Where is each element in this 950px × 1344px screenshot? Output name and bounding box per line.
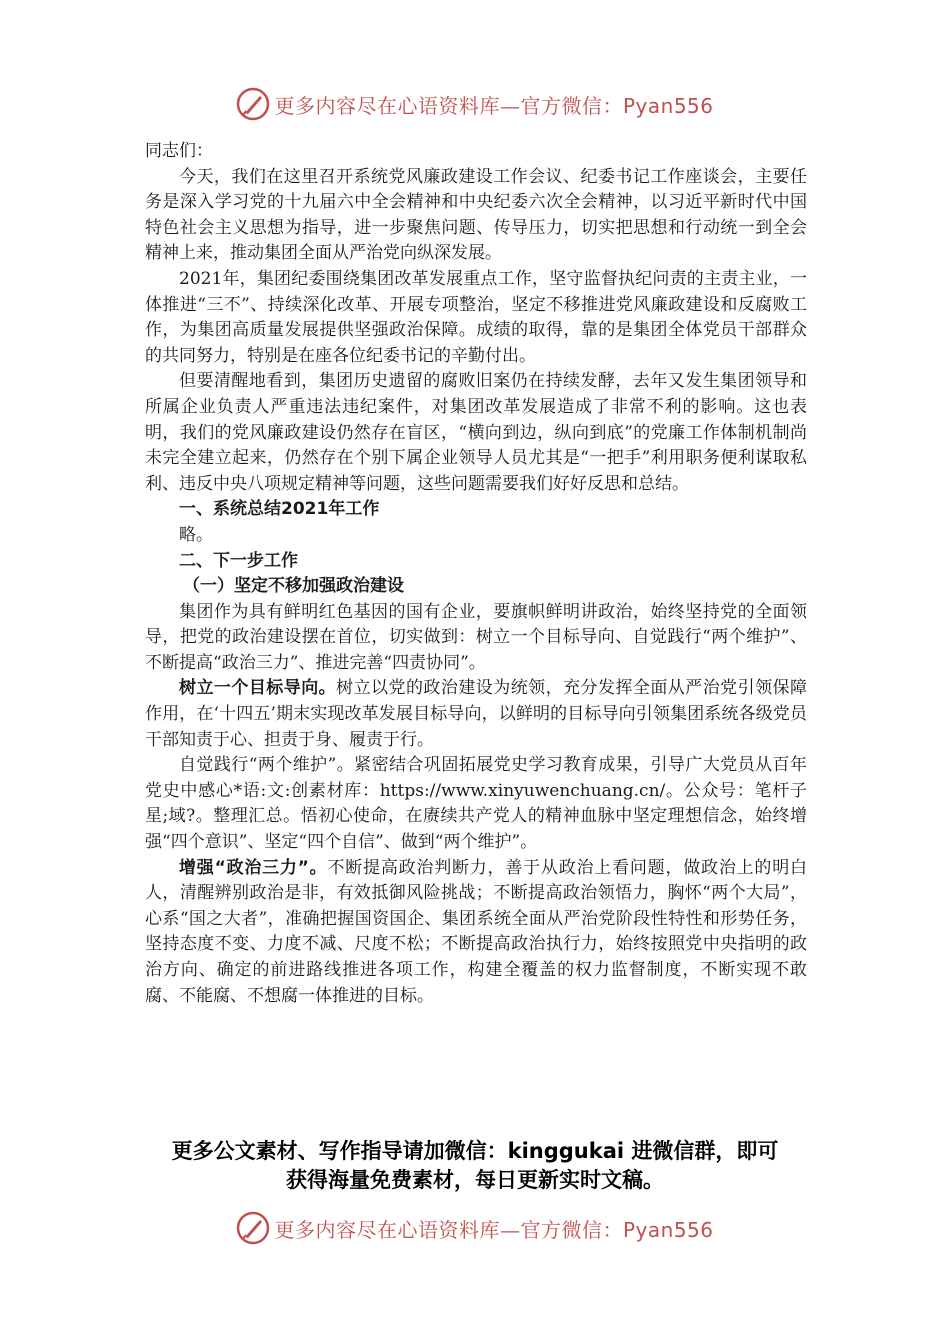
salutation: 同志们： <box>145 141 213 161</box>
subsection-heading: （一）坚定不移加强政治建设 <box>183 576 404 597</box>
paragraph-8-text: 不断提高政治判断力，善于从政治上看问题，做政治上的明白人，清醒辨别政治是非，有效抵御风险挑战；不断提高政治领悟力，胸怀“两个大局”，心系“国之大者”，准确把握国资国企、集团系统全面从严治党阶段性特性和形势任务，坚持态度不变、力度不减、尺度不松；不断提高政治执行力，始终按照党中央指明的政治方向、确定的前进路线推进各项工作，构建全覆盖的权力监督制度，不断实现不敢腐、不能腐、不想腐一体推进的目标。 <box>145 857 807 1006</box>
promo-block <box>100 1137 850 1195</box>
footer-banner <box>0 1206 950 1250</box>
promo-line-1: 更多公文素材、写作指导请加微信：kinggukai 进微信群，即可 <box>171 1139 779 1163</box>
banner-wechat-id: Pyan556 <box>622 1217 714 1242</box>
document-body <box>145 139 807 1009</box>
paragraph-2: 2021年，集团纪委围绕集团改革发展重点工作，坚守监督执纪问责的主责主业，一体推进“三不”、持续深化改革、开展专项整治，坚定不移推进党风廉政建设和反腐败工作，为集团高质量发展提供坚强政治保障。成绩的取得，靠的是集团全体党员干部群众的共同努力，特别是在座各位纪委书记的辛勤付出。 <box>145 268 807 366</box>
header-banner <box>0 82 950 126</box>
banner-wechat-id: Pyan556 <box>622 93 714 118</box>
paragraph-4: 略。 <box>179 524 213 545</box>
paragraph-6-lead: 树立一个目标导向。 <box>179 678 337 699</box>
quill-pen-logo-icon <box>236 87 270 121</box>
paragraph-1: 今天，我们在这里召开系统党风廉政建设工作会议、纪委书记工作座谈会，主要任务是深入学习党的十九届六中全会精神和中央纪委六次全会精神，以习近平新时代中国特色社会主义思想为指导，进一步聚焦问题、传导压力，切实把思想和行动统一到全会精神上来，推动集团全面从严治党向纵深发展。 <box>145 166 807 264</box>
banner-text: 更多内容尽在心语资料库—官方微信：Pyan556 <box>274 1217 714 1242</box>
banner-text: 更多内容尽在心语资料库—官方微信：Pyan556 <box>274 93 714 118</box>
section-heading-1: 一、系统总结2021年工作 <box>179 499 380 520</box>
paragraph-3: 但要清醒地看到，集团历史遗留的腐败旧案仍在持续发酵，去年又发生集团领导和所属企业负责人严重违法违纪案件，对集团改革发展造成了非常不利的影响。这也表明，我们的党风廉政建设仍然存在盲区，“横向到边，纵向到底”的党廉工作体制机制尚未完全建立起来，仍然存在个别下属企业领导人员尤其是“一把手”利用职务便利谋取私利、违反中央八项规定精神等问题，这些问题需要我们好好反思和总结。 <box>145 371 807 494</box>
section-heading-2: 二、下一步工作 <box>179 550 298 571</box>
paragraph-8 <box>145 856 807 1010</box>
paragraph-7: 自觉践行“两个维护”。紧密结合巩固拓展党史学习教育成果，引导广大党员从百年党史中感心*语:文:创素材库：https://www.xinyuwenchuang.cn/。公众号：笔杆子星;域?。整理汇总。悟初心使命，在赓续共产党人的精神血脉中坚定理想信念，始终增强“四个意识”、坚定“四个自信”、做到“两个维护”。 <box>145 755 807 853</box>
paragraph-5: 集团作为具有鲜明红色基因的国有企业，要旗帜鲜明讲政治，始终坚持党的全面领导，把党的政治建设摆在首位，切实做到：树立一个目标导向、自觉践行“两个维护”、不断提高“政治三力”、推进完善“四责协同”。 <box>145 601 807 673</box>
quill-pen-logo-icon <box>236 1211 270 1245</box>
paragraph-8-lead: 增强“政治三力”。 <box>179 857 328 878</box>
paragraph-6 <box>145 676 807 753</box>
promo-line-2: 获得海量免费素材，每日更新实时文稿。 <box>286 1168 664 1192</box>
paragraph-6-text: 树立以党的政治建设为统领，充分发挥全面从严治党引领保障作用，在‘十四五’期末实现改革发展目标导向，以鲜明的目标导向引领集团系统各级党员干部知责于心、担责于身、履责于行。 <box>145 678 808 750</box>
